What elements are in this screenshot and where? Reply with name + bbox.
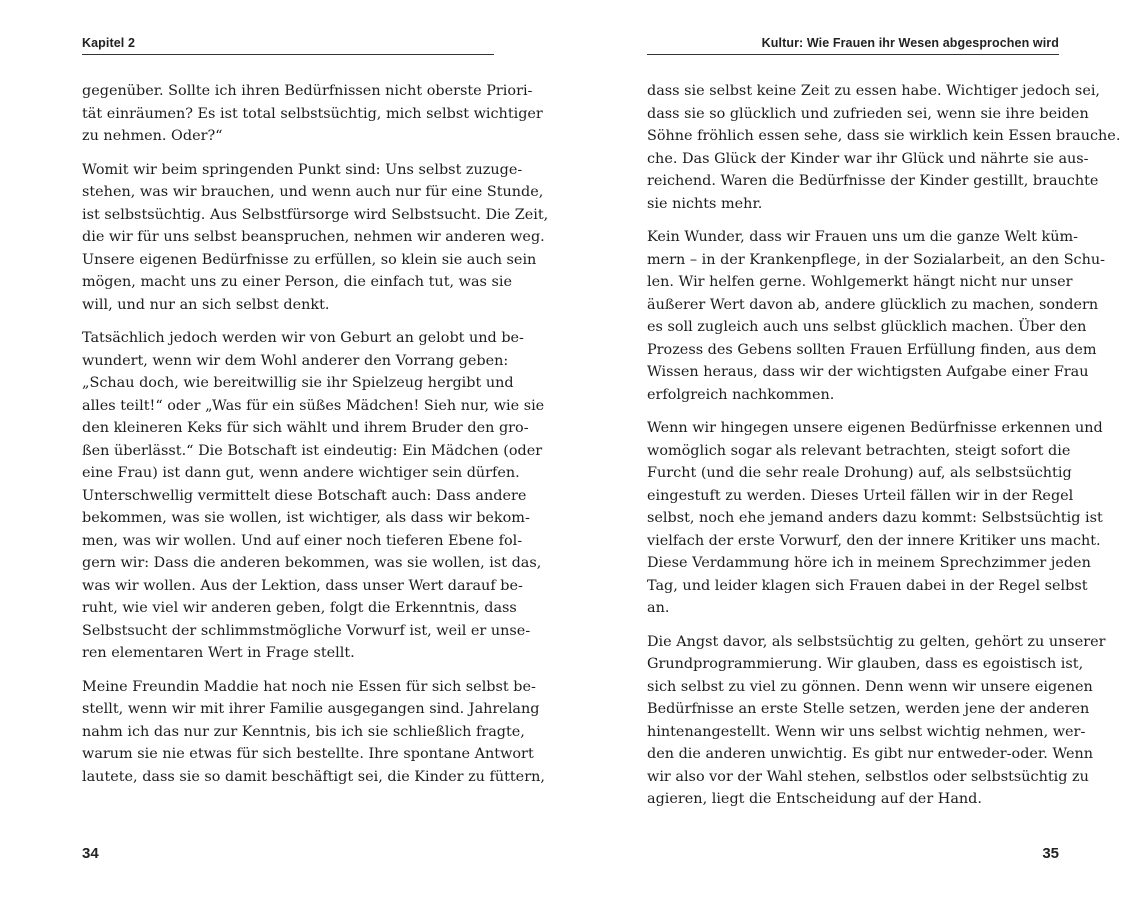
right-body-text (647, 80, 1121, 822)
text-line: Tatsächlich jedoch werden wir von Geburt an gelobt und be- (82, 330, 524, 346)
text-line: wundert, wenn wir dem Wohl anderer den Vorrang geben: (82, 352, 509, 369)
text-line: vielfach der erste Vorwurf, den der innere Kritiker uns macht. (647, 532, 1101, 549)
text-line: den kleineren Keks für sich wählt und ihrem Bruder den gro- (82, 420, 529, 436)
left-page (82, 0, 549, 908)
text-line: womöglich sogar als relevant betrachten, steigt sofort die (647, 442, 1071, 459)
chapter-title: Kapitel 2 (82, 36, 135, 50)
section-title: Kultur: Wie Frauen ihr Wesen abgesprochen wird (761, 36, 1059, 50)
text-line: Womit wir beim springenden Punkt sind: Uns selbst zuzuge- (82, 161, 523, 178)
text-line: äußerer Wert davon ab, andere glücklich zu machen, sondern (647, 296, 1099, 313)
text-line: „Schau doch, wie bereitwillig sie ihr Spielzeug hergibt und (82, 375, 514, 391)
text-line: len. Wir helfen gerne. Wohlgemerkt hängt nicht nur unser (647, 274, 1073, 290)
text-line: bekommen, was sie wollen, ist wichtiger, als dass wir bekom- (82, 510, 530, 526)
text-line: men, was wir wollen. Und auf einer noch tieferen Ebene fol- (82, 532, 523, 549)
text-line: Meine Freundin Maddie hat noch nie Essen für sich selbst be- (82, 678, 536, 695)
text-line: ruht, wie viel wir anderen geben, folgt die Erkenntnis, dass (82, 600, 517, 616)
text-line: eingestuft zu werden. Dieses Urteil fällen wir in der Regel (647, 487, 1074, 504)
text-line: dass sie so glücklich und zufrieden sei, wenn sie ihre beiden (647, 105, 1089, 122)
text-line: Prozess des Gebens sollten Frauen Erfüllung finden, aus dem (647, 341, 1097, 358)
text-line: ßen überlässt.“ Die Botschaft ist eindeutig: Ein Mädchen (oder (82, 442, 543, 459)
text-line: eine Frau) ist dann gut, wenn andere wichtiger sein dürfen. (82, 465, 520, 481)
text-line: alles teilt!“ oder „Was für ein süßes Mädchen! Sieh nur, wie sie (82, 397, 545, 414)
text-line: selbst, noch ehe jemand anders dazu kommt: Selbstsüchtig ist (647, 510, 1103, 526)
text-line: es soll zugleich auch uns selbst glücklich machen. Über den (647, 319, 1087, 335)
text-line: warum sie nie etwas für sich bestellte. Ihre spontane Antwort (82, 746, 534, 762)
text-line: Selbstsucht der schlimmstmögliche Vorwurf ist, weil er unse- (82, 622, 531, 639)
text-line: sie nichts mehr. (647, 195, 763, 212)
running-head-right (647, 36, 1059, 55)
text-line: wir also vor der Wahl stehen, selbstlos oder selbstsüchtig zu (647, 768, 1089, 785)
paragraph (647, 417, 1103, 620)
text-line: nahm ich das nur zur Kenntnis, bis ich sie schließlich fragte, (82, 723, 525, 740)
text-line: agieren, liegt die Entscheidung auf der Hand. (647, 791, 982, 807)
text-line: Unterschwellig vermittelt diese Botschaft auch: Dass andere (82, 487, 527, 504)
left-body-text (82, 80, 549, 799)
paragraph (82, 327, 545, 665)
text-line: Tag, und leider klagen sich Frauen dabei in der Regel selbst (647, 577, 1088, 594)
text-line: Kein Wunder, dass wir Frauen uns um die ganze Welt küm- (647, 229, 1079, 245)
text-line: was wir wollen. Aus der Lektion, dass unser Wert darauf be- (82, 577, 523, 594)
text-line: will, und nur an sich selbst denkt. (82, 296, 330, 313)
page-number-right: 35 (1042, 845, 1059, 862)
text-line: mögen, macht uns zu einer Person, die einfach tut, was sie (82, 274, 512, 290)
text-line: hintenangestellt. Wenn wir uns selbst wichtig nehmen, wer- (647, 723, 1086, 740)
text-line: den die anderen unwichtig. Es gibt nur entweder-oder. Wenn (647, 746, 1094, 762)
text-line: Wissen heraus, dass wir der wichtigsten Aufgabe einer Frau (647, 364, 1089, 380)
text-line: ren elementaren Wert in Frage stellt. (82, 645, 355, 661)
text-line: Bedürfnisse an erste Stelle setzen, werden jene der anderen (647, 701, 1090, 717)
text-line: mern – in der Krankenpflege, in der Sozialarbeit, an den Schu- (647, 251, 1106, 268)
text-line: che. Das Glück der Kinder war ihr Glück und nährte sie aus- (647, 150, 1089, 167)
text-line: die wir für uns selbst beanspruchen, nehmen wir anderen weg. (82, 229, 545, 245)
text-line: gern wir: Dass die anderen bekommen, was sie wollen, ist das, (82, 555, 542, 571)
text-line: Furcht (und die sehr reale Drohung) auf, als selbstsüchtig (647, 465, 1072, 481)
text-line: Söhne fröhlich essen sehe, dass sie wirklich kein Essen brauche. (647, 128, 1121, 144)
text-line: Wenn wir hingegen unsere eigenen Bedürfnisse erkennen und (647, 420, 1103, 436)
text-line: Grundprogrammierung. Wir glauben, dass es egoistisch ist, (647, 656, 1084, 672)
running-head-left (82, 36, 494, 55)
text-line: stellt, wenn wir mit ihrer Familie ausgegangen sind. Jahrelang (82, 701, 540, 717)
paragraph (647, 631, 1106, 811)
text-line: ist selbstsüchtig. Aus Selbstfürsorge wird Selbstsucht. Die Zeit, (82, 206, 549, 223)
text-line: gegenüber. Sollte ich ihren Bedürfnissen nicht oberste Priori- (82, 83, 533, 99)
text-line: erfolgreich nachkommen. (647, 386, 835, 403)
page-number-left: 34 (82, 845, 99, 862)
text-line: Unsere eigenen Bedürfnisse zu erfüllen, so klein sie auch sein (82, 251, 537, 268)
text-line: reichend. Waren die Bedürfnisse der Kinder gestillt, brauchte (647, 173, 1099, 189)
text-line: lautete, dass sie so damit beschäftigt sei, die Kinder zu füttern, (82, 768, 545, 785)
text-line: sich selbst zu viel zu gönnen. Denn wenn wir unsere eigenen (647, 678, 1093, 695)
paragraph (82, 159, 549, 317)
text-line: Diese Verdammung höre ich in meinem Sprechzimmer jeden (647, 555, 1091, 571)
text-line: an. (647, 600, 670, 616)
paragraph (647, 80, 1121, 215)
paragraph (82, 80, 543, 148)
paragraph (647, 226, 1106, 406)
right-page (647, 0, 1121, 908)
text-line: Die Angst davor, als selbstsüchtig zu gelten, gehört zu unserer (647, 633, 1106, 650)
paragraph (82, 676, 545, 789)
text-line: dass sie selbst keine Zeit zu essen habe. Wichtiger jedoch sei, (647, 83, 1101, 99)
text-line: tät einräumen? Es ist total selbstsüchtig, mich selbst wichtiger (82, 105, 543, 122)
text-line: stehen, was wir brauchen, und wenn auch nur für eine Stunde, (82, 184, 544, 200)
text-line: zu nehmen. Oder?“ (82, 128, 223, 144)
